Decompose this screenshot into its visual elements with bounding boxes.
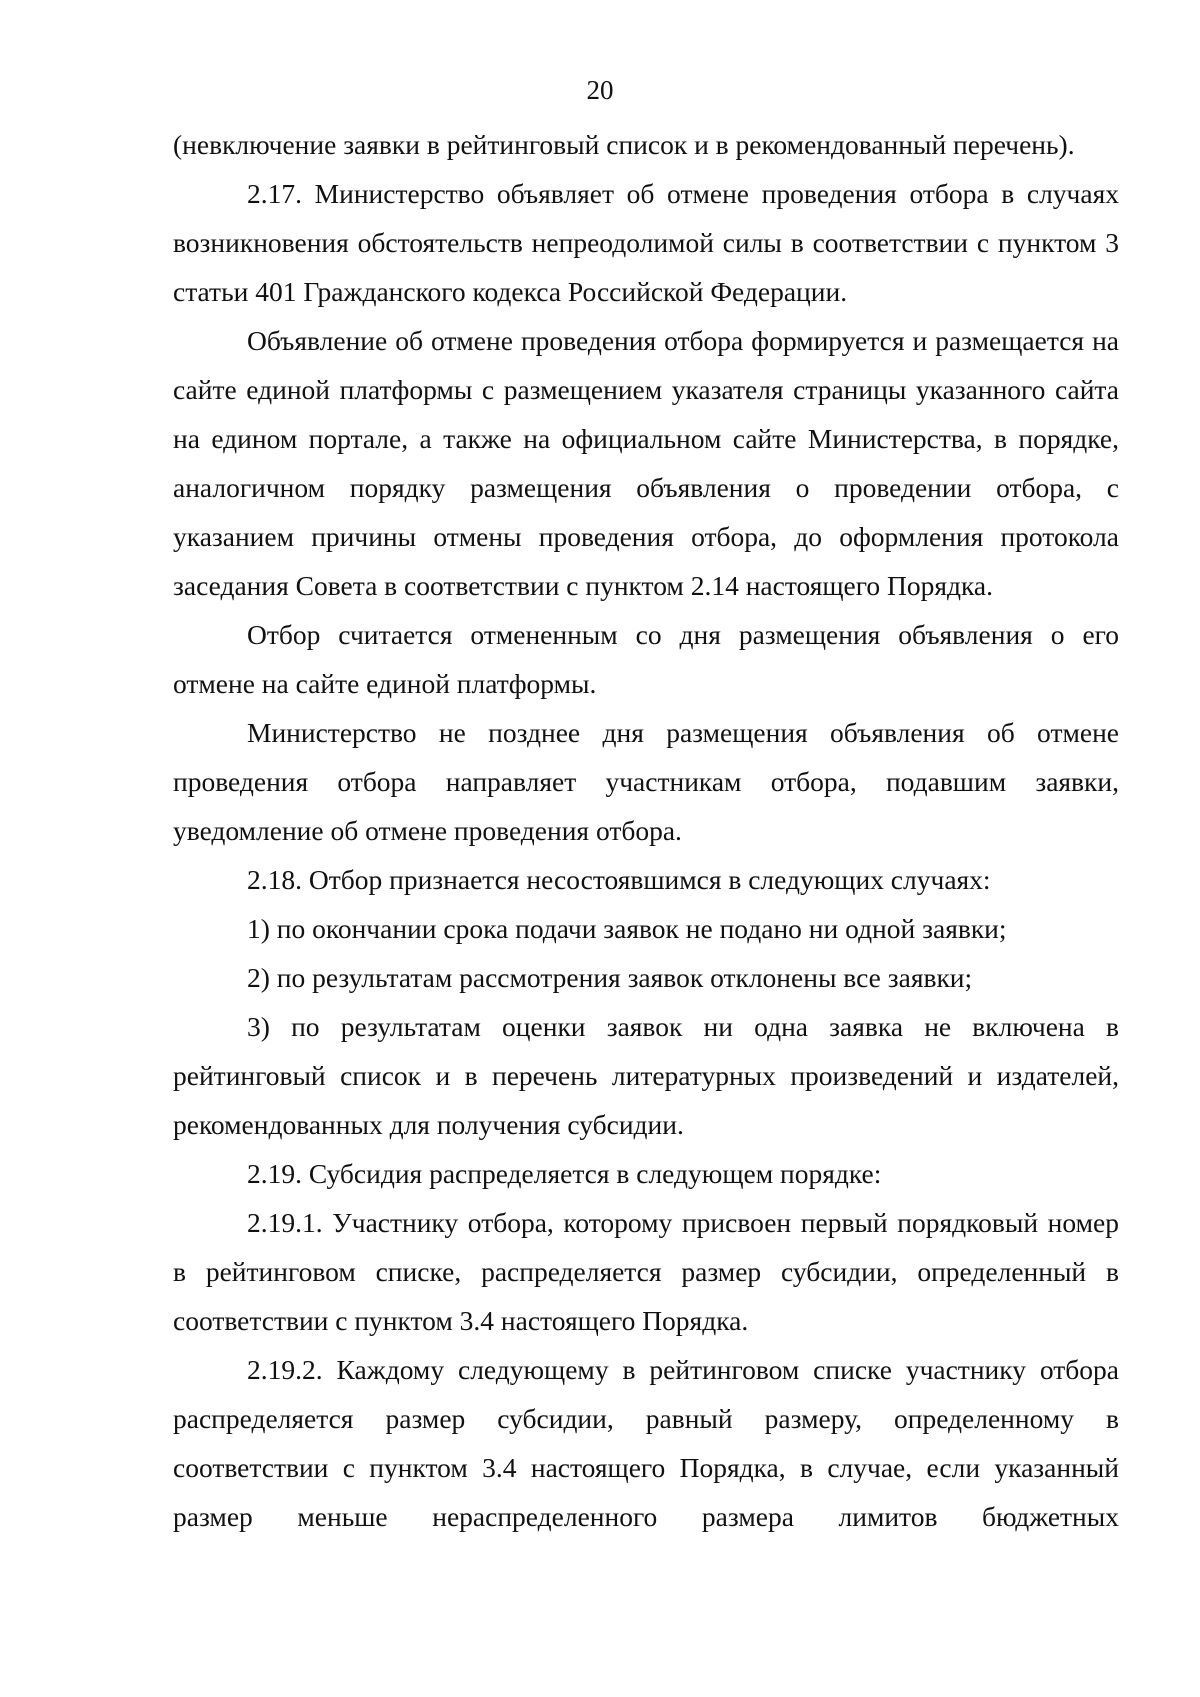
document-body <box>173 120 1119 1541</box>
paragraph-2-17: 2.17. Министерство объявляет об отмене проведения отбора в случаях возникновения обстоятельств непреодолимой силы в соответствии с пунктом 3 статьи 401 Гражданского кодекса Российской Федерации. <box>173 178 1119 307</box>
paragraph-2-19-1: 2.19.1. Участнику отбора, которому присвоен первый порядковый номер в рейтинговом списке, распределяется размер субсидии, определенный в соответствии с пунктом 3.4 настоящего Порядка. <box>173 1207 1119 1336</box>
list-item-2: 2) по результатам рассмотрения заявок отклонены все заявки; <box>247 962 973 993</box>
paragraph-2-18: 2.18. Отбор признается несостоявшимся в следующих случаях: <box>247 864 991 895</box>
page-number: 20 <box>586 75 614 105</box>
list-item-1: 1) по окончании срока подачи заявок не подано ни одной заявки; <box>247 913 1007 944</box>
paragraph-2-19-2: 2.19.2. Каждому следующему в рейтинговом списке участнику отбора распределяется размер субсидии, равный размеру, определенному в соответствии с пунктом 3.4 настоящего Порядка, в случае, если указанный размер меньше нераспределенного размера лимитов бюджетных <box>173 1354 1119 1532</box>
paragraph-notification: Министерство не позднее дня размещения объявления об отмене проведения отбора направляет участникам отбора, подавшим заявки, уведомление об отмене проведения отбора. <box>173 717 1119 846</box>
paragraph-2-19: 2.19. Субсидия распределяется в следующем порядке: <box>247 1158 882 1189</box>
paragraph-continuation: (невключение заявки в рейтинговый список и в рекомендованный перечень). <box>173 129 1075 160</box>
paragraph-cancellation-effective: Отбор считается отмененным со дня размещения объявления о его отмене на сайте единой платформы. <box>173 619 1119 699</box>
paragraph-cancellation-announcement: Объявление об отмене проведения отбора формируется и размещается на сайте единой платформы с размещением указателя страницы указанного сайта на едином портале, а также на официальном сайте Министерства, в порядке, аналогичном порядку размещения объявления о проведении отбора, с указанием причины отмены проведения отбора, до оформления протокола заседания Совета в соответствии с пунктом 2.14 настоящего Порядка. <box>173 325 1119 601</box>
list-item-3: 3) по результатам оценки заявок ни одна заявка не включена в рейтинговый список и в перечень литературных произведений и издателей, рекомендованных для получения субсидии. <box>173 1011 1119 1140</box>
